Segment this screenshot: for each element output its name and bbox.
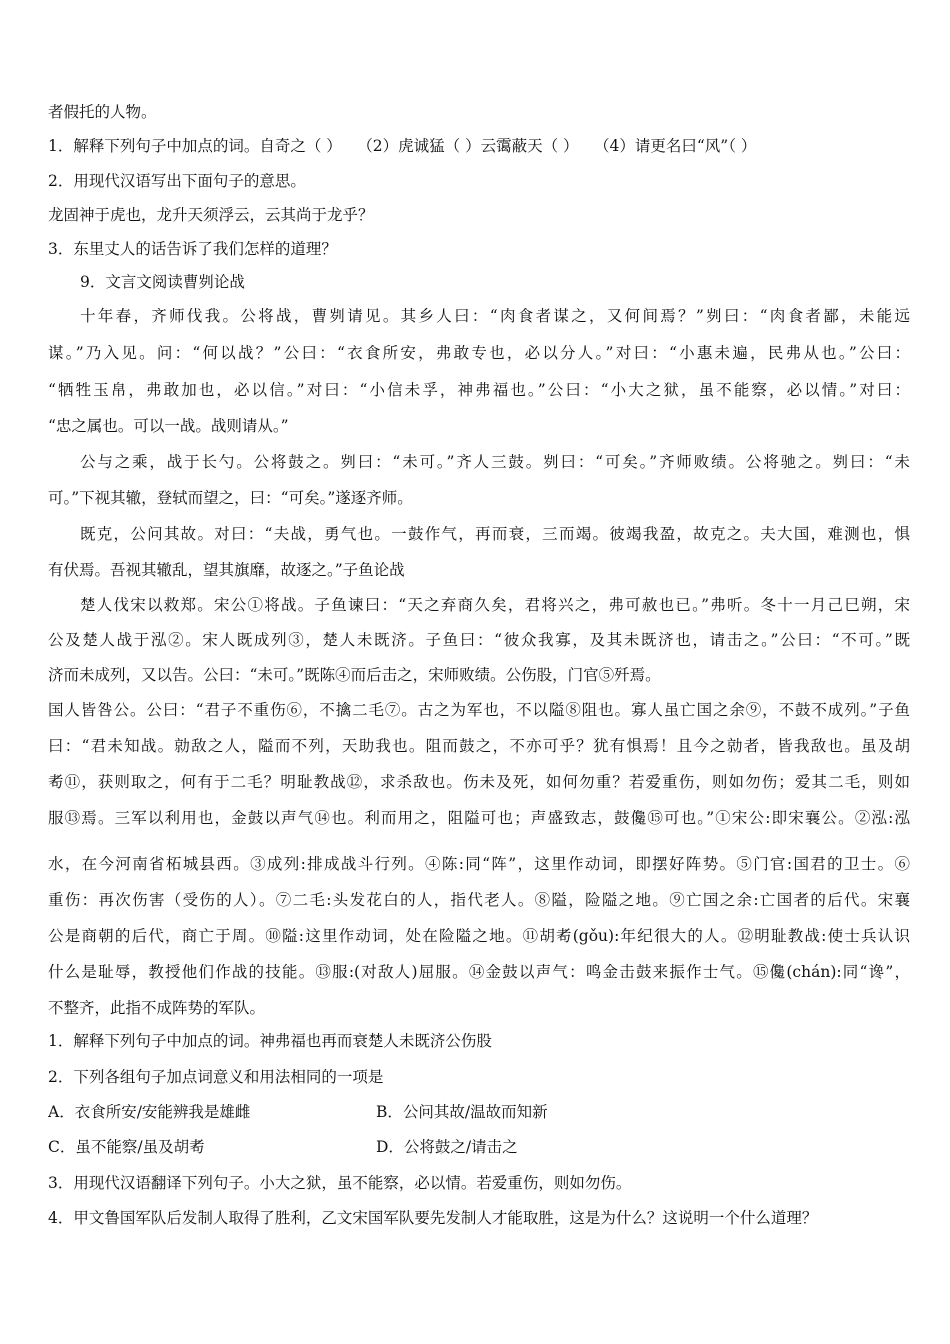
footnote-line: 公是商朝的后代，商亡于周。⑩隘:这里作动词，处在险隘之地。⑪胡耇(gǒu):年纪很大的人。⑫明耻教战:使士兵认识 <box>48 927 910 945</box>
passage-line: 公及楚人战于泓②。宋人既成列③，楚人未既济。子鱼曰：“彼众我寡，及其未既济也，请击之。”公曰：“不可。”既 <box>48 631 910 649</box>
text-line: 龙固神于虎也，龙升天须浮云，云其尚于龙乎？ <box>48 206 374 224</box>
footnote-line: 什么是耻辱，教授他们作战的技能。⑬服:(对敌人)屈服。⑭金鼓以声气：鸣金击鼓来振作士气。⑮儳(chán):同“谗”， <box>48 963 910 981</box>
passage-line: 可。”下视其辙，登轼而望之，曰：“可矣。”遂逐齐师。 <box>48 489 413 507</box>
passage-line: 耇⑪，获则取之，何有于二毛？明耻教战⑫，求杀敌也。伤未及死，如何勿重？若爱重伤，则如勿伤；爱其二毛，则如 <box>48 773 910 791</box>
option-a: A．衣食所安/安能辨我是雄雌 <box>48 1103 251 1121</box>
question-2-line: 2．下列各组句子加点词意义和用法相同的一项是 <box>48 1068 384 1086</box>
question-1-line: 1．解释下列句子中加点的词。神弗福也再而衰楚人未既济公伤股 <box>48 1032 492 1050</box>
passage-line: 公与之乘，战于长勺。公将鼓之。刿曰：“未可。”齐人三鼓。刿曰：“可矣。”齐师败绩。公将驰之。刿曰：“未 <box>80 453 910 471</box>
passage-line: 济而未成列，又以告。公曰：“未可。”既陈④而后击之，宋师败绩。公伤股，门官⑤歼焉。 <box>48 666 661 684</box>
footnote-line: 不整齐，此指不成阵势的军队。 <box>48 999 266 1017</box>
passage-line: “忠之属也。可以一战。战则请从。” <box>48 417 289 435</box>
question-3-line: 3．用现代汉语翻译下列句子。小大之狱，虽不能察，必以情。若爱重伤，则如勿伤。 <box>48 1174 632 1192</box>
question-1-line: 1．解释下列句子中加点的词。自奇之（ ） （2）虎诚猛（ ）云霭蔽天（ ） （4）请更名曰“风”（ ） <box>48 137 757 155</box>
passage-line: 有伏焉。吾视其辙乱，望其旗靡，故逐之。”子鱼论战 <box>48 561 405 579</box>
passage-line: 十年春，齐师伐我。公将战，曹刿请见。其乡人曰：“肉食者谋之，又何间焉？”刿曰：“肉食者鄙，未能远 <box>80 307 910 325</box>
passage-line: 国人皆咎公。公曰：“君子不重伤⑥，不擒二毛⑦。古之为军也，不以隘⑧阻也。寡人虽亡国之余⑨，不鼓不成列。”子鱼 <box>48 701 910 719</box>
option-d: D．公将鼓之/请击之 <box>376 1138 518 1156</box>
footnote-line: 水，在今河南省柘城县西。③成列:排成战斗行列。④陈:同“阵”，这里作动词，即摆好阵势。⑤门官:国君的卫士。⑥ <box>48 855 910 873</box>
option-b: B．公问其故/温故而知新 <box>376 1103 548 1121</box>
passage-line: 楚人伐宋以救郑。宋公①将战。子鱼谏曰：“天之弃商久矣，君将兴之，弗可赦也已。”弗听。冬十一月己巳朔，宋 <box>80 596 910 614</box>
passage-line: 服⑬焉。三军以利用也，金鼓以声气⑭也。利而用之，阻隘可也；声盛致志，鼓儳⑮可也。”①宋公:即宋襄公。②泓:泓 <box>48 809 910 827</box>
option-c: C．虽不能察/虽及胡耇 <box>48 1138 205 1156</box>
passage-line: 既克，公问其故。对曰：“夫战，勇气也。一鼓作气，再而衰，三而竭。彼竭我盈，故克之。夫大国，难测也，惧 <box>80 525 910 543</box>
text-line: 者假托的人物。 <box>48 103 157 121</box>
question-4-line: 4．甲文鲁国军队后发制人取得了胜利，乙文宋国军队要先发制人才能取胜，这是为什么？这说明一个什么道理？ <box>48 1209 818 1227</box>
passage-line: 谋。”乃入见。问：“何以战？”公曰：“衣食所安，弗敢专也，必以分人。”对曰：“小惠未遍，民弗从也。”公曰： <box>48 344 910 362</box>
question-3-line: 3．东里丈人的话告诉了我们怎样的道理？ <box>48 240 337 258</box>
footnote-line: 重伤：再次伤害（受伤的人）。⑦二毛:头发花白的人，指代老人。⑧隘，险隘之地。⑨亡国之余:亡国者的后代。宋襄 <box>48 891 910 909</box>
section-title: 9．文言文阅读曹刿论战 <box>80 273 245 291</box>
question-2-line: 2．用现代汉语写出下面句子的意思。 <box>48 172 306 190</box>
passage-line: 曰：“君未知战。勍敌之人，隘而不列，天助我也。阻而鼓之，不亦可乎？犹有惧焉！且今之勍者，皆我敌也。虽及胡 <box>48 737 910 755</box>
passage-line: “牺牲玉帛，弗敢加也，必以信。”对曰：“小信未孚，神弗福也。”公曰：“小大之狱，虽不能察，必以情。”对曰： <box>48 381 910 399</box>
